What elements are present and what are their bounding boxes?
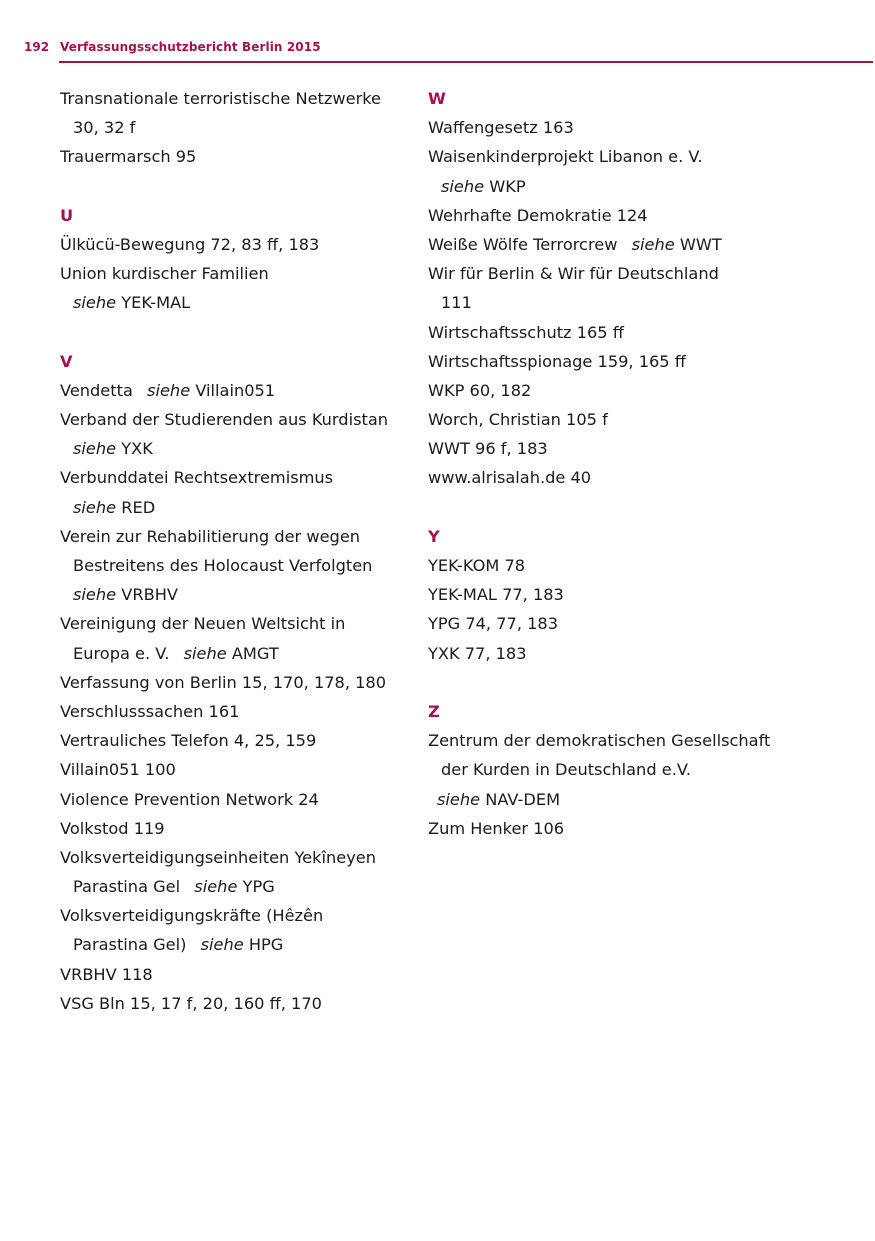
index-entry: Volksverteidigungseinheiten Yekîneyen xyxy=(60,847,377,867)
index-entry: Verbunddatei Rechtsextremismus xyxy=(60,468,334,488)
index-entry: VSG Bln 15, 17 f, 20, 160 ff, 170 xyxy=(60,993,322,1013)
see-target: YEK-MAL xyxy=(121,293,191,313)
see-label: siehe xyxy=(631,234,675,254)
index-entry-continuation xyxy=(60,930,410,959)
index-entry-continuation: Bestreitens des Holocaust Verfolgten xyxy=(73,556,373,575)
entry-term: Parastina Gel xyxy=(73,877,181,897)
entry-term: Parastina Gel) xyxy=(73,935,187,955)
index-entry: Wir für Berlin & Wir für Deutschland xyxy=(428,264,719,284)
index-entry: Waisenkinderprojekt Libanon e. V. xyxy=(428,147,703,167)
index-entry xyxy=(60,376,410,405)
section-letter-w: W xyxy=(428,89,446,108)
see-label: siehe xyxy=(73,585,117,605)
index-entry: Vereinigung der Neuen Weltsicht in xyxy=(60,614,346,634)
index-entry: WWT 96 f, 183 xyxy=(428,439,548,459)
index-entry: Vertrauliches Telefon 4, 25, 159 xyxy=(60,731,317,751)
index-entry-continuation xyxy=(60,639,410,668)
entry-term: Europa e. V. xyxy=(73,643,170,663)
index-entry: Volksverteidigungskräfte (Hêzên xyxy=(60,906,324,926)
entry-term: Weiße Wölfe Terrorcrew xyxy=(428,234,618,254)
see-target: YXK xyxy=(121,439,153,459)
index-see-reference xyxy=(60,493,410,522)
page-number: 192 xyxy=(24,40,50,54)
spacer xyxy=(428,493,848,522)
index-entry: Wirtschaftsspionage 159, 165 ff xyxy=(428,351,686,371)
index-see-reference xyxy=(60,580,410,609)
section-letter-v: V xyxy=(60,351,73,371)
index-entry: Worch, Christian 105 f xyxy=(428,410,608,430)
index-entry: Verband der Studierenden aus Kurdistan xyxy=(60,410,389,430)
index-entry: WKP 60, 182 xyxy=(428,380,532,400)
index-entry: YPG 74, 77, 183 xyxy=(428,614,559,634)
see-label: siehe xyxy=(73,293,117,313)
index-entry: Zum Henker 106 xyxy=(428,818,565,838)
spacer xyxy=(428,668,848,697)
section-letter-z: Z xyxy=(428,701,440,721)
index-entry: Ülkücü-Bewegung 72, 83 ff, 183 xyxy=(60,234,320,254)
index-entry: Waffengesetz 163 xyxy=(428,118,574,138)
index-see-reference xyxy=(428,172,848,201)
see-target: HPG xyxy=(248,935,284,955)
index-entry: Zentrum der demokratischen Gesellschaft xyxy=(428,731,771,751)
index-entry: Transnationale terroristische Netzwerke xyxy=(60,89,382,108)
index-entry: Verschlusssachen 161 xyxy=(60,701,240,721)
index-entry: Verfassung von Berlin 15, 170, 178, 180 xyxy=(60,672,387,692)
index-entry-continuation xyxy=(60,872,410,901)
see-label: siehe xyxy=(200,935,244,955)
index-see-reference xyxy=(428,785,848,814)
spacer xyxy=(60,172,410,201)
index-entry-continuation: 30, 32 f xyxy=(73,118,136,138)
spacer xyxy=(60,318,410,347)
index-see-reference xyxy=(60,434,410,463)
index-entry: Verein zur Rehabilitierung der wegen xyxy=(60,526,361,546)
see-target: WKP xyxy=(489,176,526,196)
index-entry: Wehrhafte Demokratie 124 xyxy=(428,205,648,225)
section-letter-u: U xyxy=(60,205,74,225)
see-target: WWT xyxy=(679,234,722,254)
index-entry: Trauermarsch 95 xyxy=(60,147,197,167)
index-entry: Volkstod 119 xyxy=(60,818,165,838)
see-target: VRBHV xyxy=(121,585,178,605)
index-entry: www.alrisalah.de 40 xyxy=(428,468,592,488)
see-target: NAV-DEM xyxy=(485,789,561,809)
index-see-reference xyxy=(60,288,410,317)
index-entry xyxy=(428,230,848,259)
see-label: siehe xyxy=(73,497,117,517)
see-target: Villain051 xyxy=(195,380,276,400)
see-target: RED xyxy=(121,497,156,517)
see-label: siehe xyxy=(437,789,481,809)
index-entry: Union kurdischer Familien xyxy=(60,264,269,284)
index-entry: VRBHV 118 xyxy=(60,964,153,984)
header-rule xyxy=(59,61,873,63)
see-label: siehe xyxy=(147,380,191,400)
see-label: siehe xyxy=(73,439,117,459)
index-entry: YEK-MAL 77, 183 xyxy=(428,585,564,605)
index-column-left xyxy=(60,84,410,1018)
index-entry-continuation: der Kurden in Deutschland e.V. xyxy=(441,760,691,780)
see-label: siehe xyxy=(441,176,485,196)
running-title: Verfassungsschutzbericht Berlin 2015 xyxy=(60,40,321,54)
section-letter-y: Y xyxy=(428,526,440,546)
index-entry: YEK-KOM 78 xyxy=(428,556,526,575)
see-label: siehe xyxy=(183,643,227,663)
see-target: AMGT xyxy=(231,643,279,663)
index-entry: Villain051 100 xyxy=(60,760,176,780)
index-entry: YXK 77, 183 xyxy=(428,643,527,663)
index-entry: Violence Prevention Network 24 xyxy=(60,789,319,809)
index-entry-continuation: 111 xyxy=(441,293,472,313)
entry-term: Vendetta xyxy=(60,380,133,400)
running-header xyxy=(0,38,875,64)
index-entry: Wirtschaftsschutz 165 ff xyxy=(428,322,624,342)
see-target: YPG xyxy=(242,877,275,897)
see-label: siehe xyxy=(194,877,238,897)
index-column-right xyxy=(428,84,848,843)
